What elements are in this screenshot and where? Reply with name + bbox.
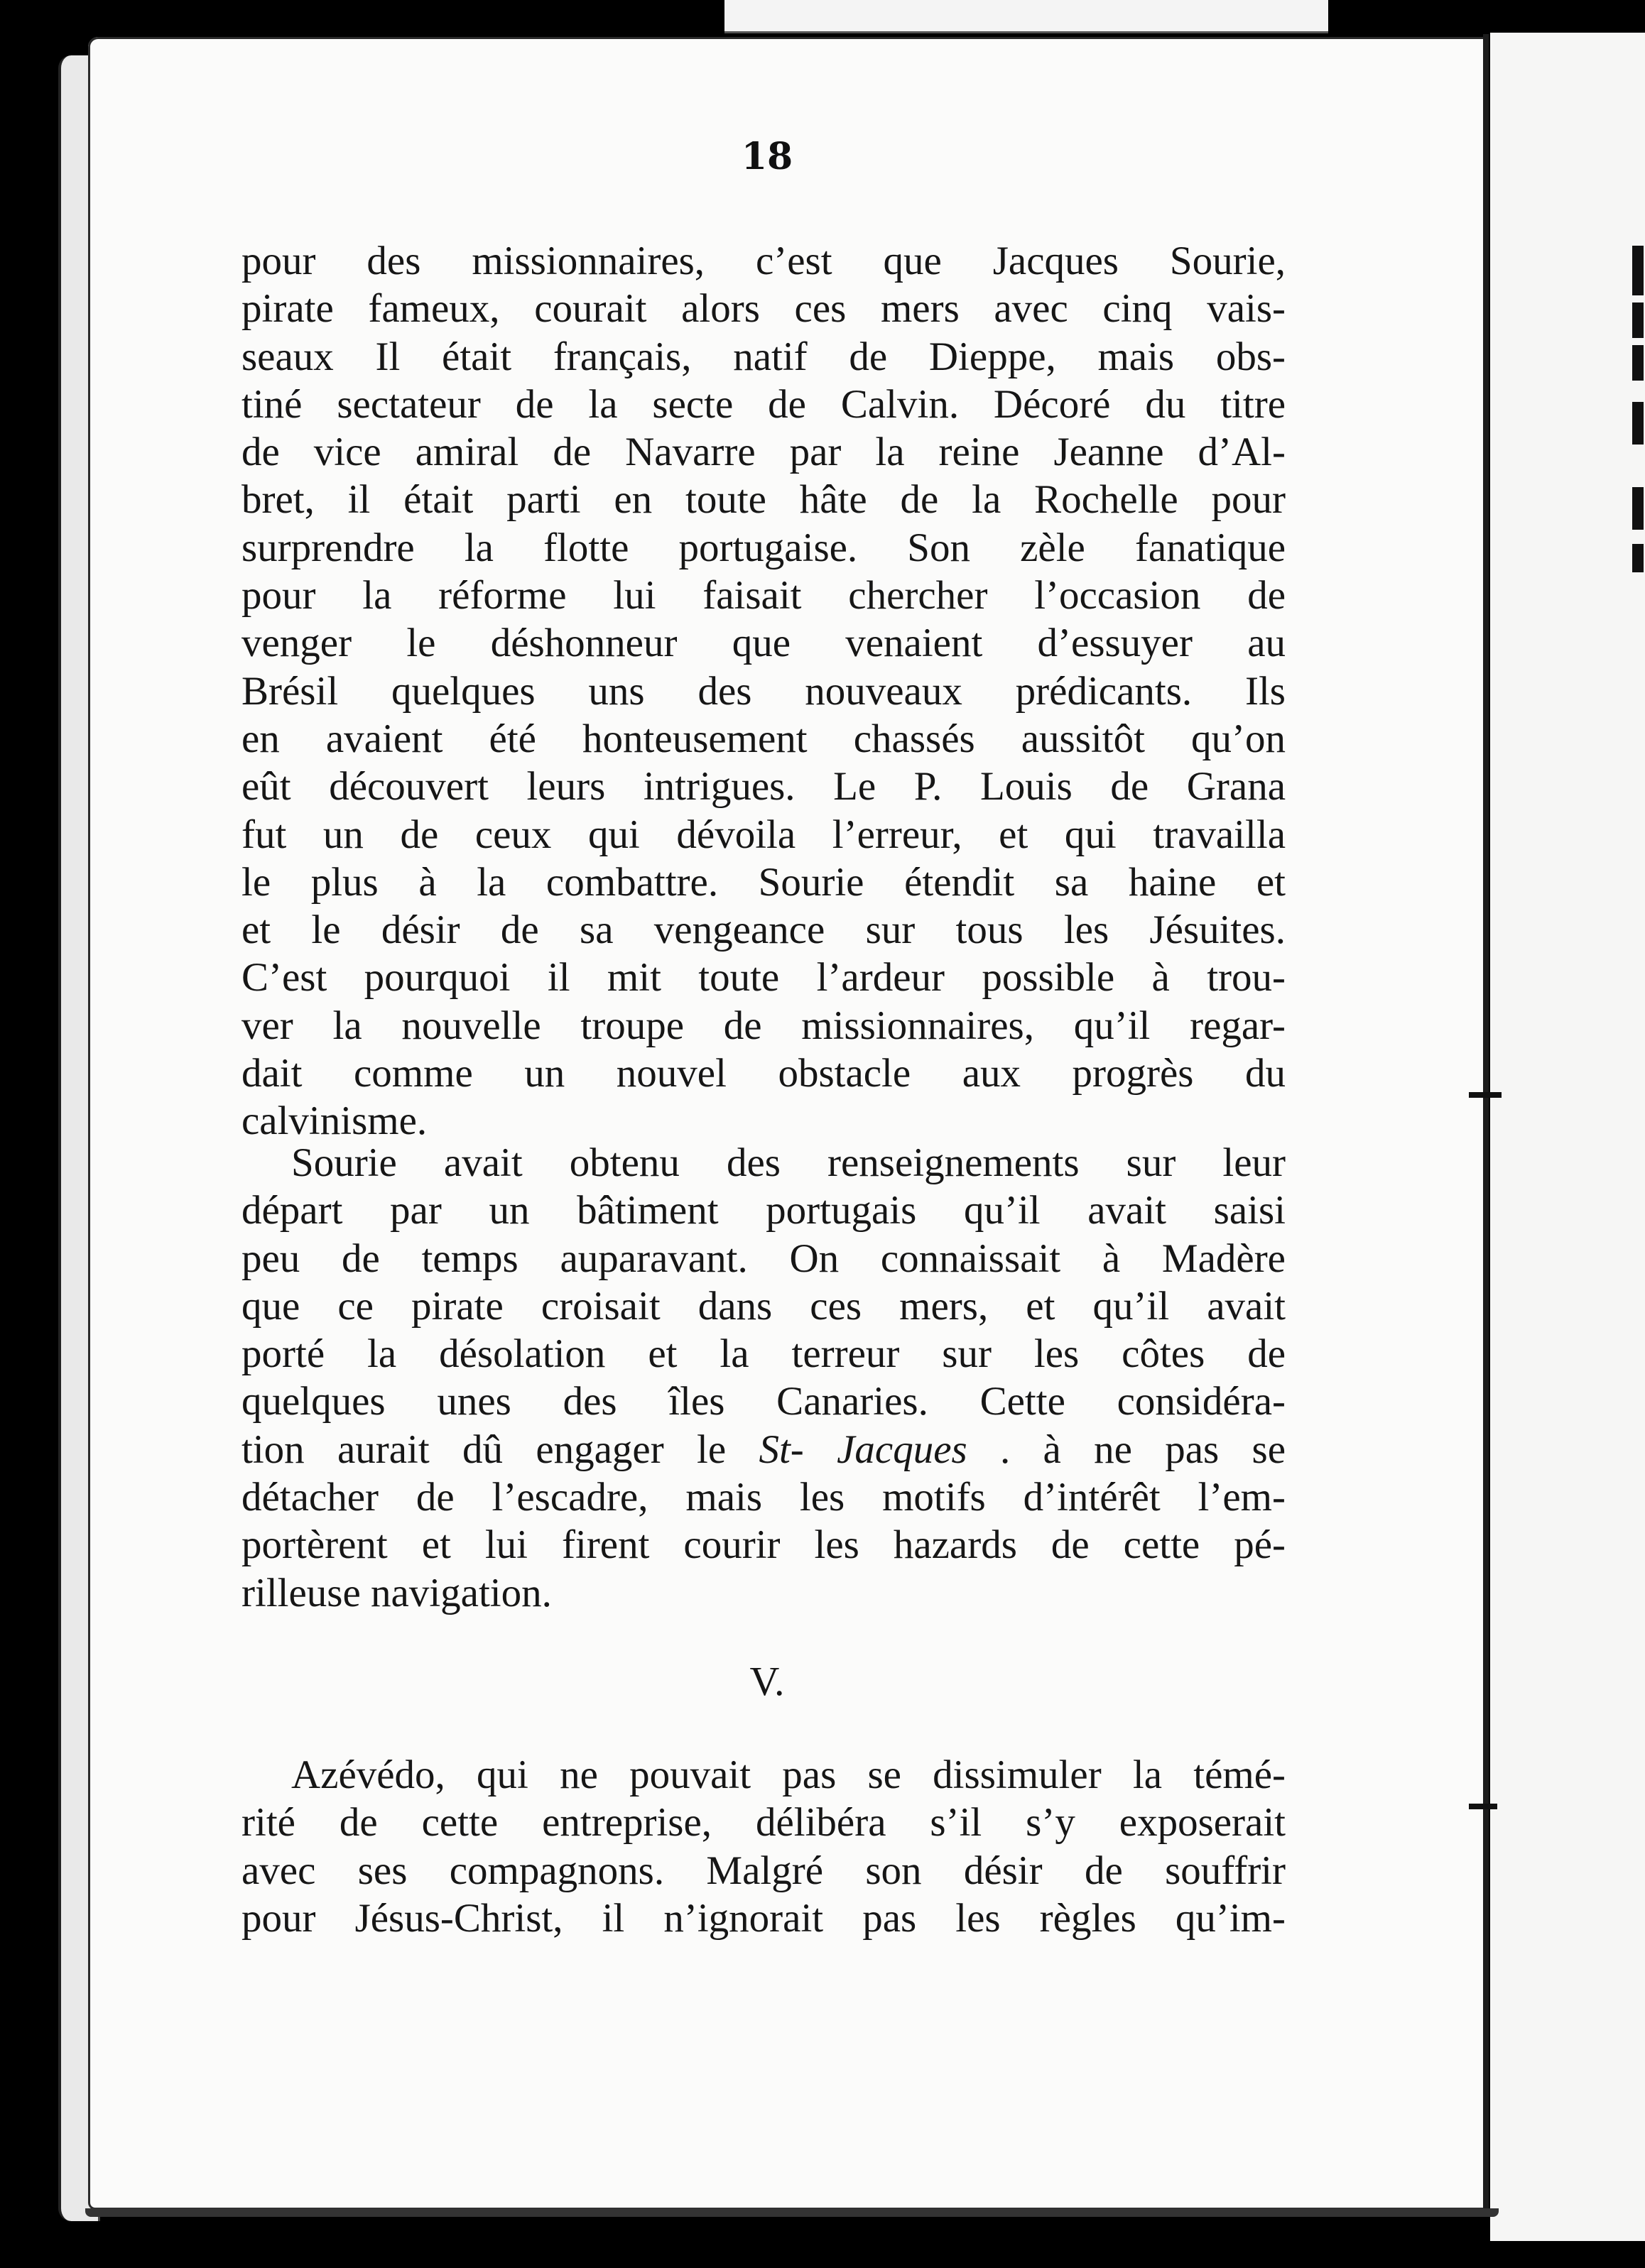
text-line: détacher de l’escadre, mais les motifs d’intérêt l’em- [241,1475,1286,1520]
facing-text-fragment [1632,544,1644,572]
text-line: rité de cette entreprise, délibéra s’il s’y exposerait [241,1800,1286,1846]
text-line: calvinisme. [241,1098,428,1144]
page-bottom-edge [85,2208,1499,2217]
binding-mark [1469,1804,1497,1809]
text-line-with-italic [241,1426,1286,1473]
paper-slip [724,0,1328,33]
text-line: Azévédo, qui ne pouvait pas se dissimuler la témé- [291,1752,1286,1797]
facing-text-fragment [1632,402,1644,445]
text-line: surprendre la flotte portugaise. Son zèle fanatique [241,525,1286,570]
text-line: en avaient été honteusement chassés aussitôt qu’on [241,716,1286,761]
text-line: quelques unes des îles Canaries. Cette considéra- [241,1379,1286,1424]
text-line: Brésil quelques uns des nouveaux prédicants. Ils [241,668,1286,714]
paragraph-2 [241,1139,1286,1617]
text-line: portèrent et lui firent courir les hazards de cette pé- [241,1522,1286,1568]
text-line: peu de temps auparavant. On connaissait à Madère [241,1236,1286,1281]
page-number: 18 [741,135,793,178]
ship-name: St- Jacques [759,1427,967,1472]
text-line: rilleuse navigation. [241,1570,552,1615]
text-line: pirate fameux, courait alors ces mers avec cinq vais- [241,286,1286,332]
text-line: C’est pourquoi il mit toute l’ardeur possible à trou- [241,955,1286,1001]
facing-text-fragment [1632,487,1644,530]
text-line: bret, il était parti en toute hâte de la Rochelle pour [241,477,1286,523]
text-line: fut un de ceux qui dévoila l’erreur, et qui travailla [241,812,1286,857]
text-line: eût découvert leurs intrigues. Le P. Louis de Grana [241,764,1286,809]
text-segment: tion aurait dû engager le [241,1427,727,1472]
text-line: ver la nouvelle troupe de missionnaires, qu’il regar- [241,1003,1286,1048]
text-line: tiné sectateur de la secte de Calvin. Décoré du titre [241,381,1286,427]
section-heading: V. [749,1658,785,1704]
facing-text-fragment [1632,345,1644,381]
text-line: et le désir de sa vengeance sur tous les Jésuites. [241,907,1286,953]
text-line: départ par un bâtiment portugais qu’il avait saisi [241,1188,1286,1233]
paragraph-1 [241,237,1286,1145]
text-line: que ce pirate croisait dans ces mers, et qu’il avait [241,1283,1286,1329]
text-segment: . à ne pas se [999,1427,1286,1472]
text-line: seaux Il était français, natif de Dieppe, mais obs- [241,334,1286,379]
gutter-line [1483,34,1489,2214]
text-line: Sourie avait obtenu des renseignements sur leur [291,1140,1286,1185]
text-line: venger le déshonneur que venaient d’essuyer au [241,621,1286,666]
text-line: pour la réforme lui faisait chercher l’occasion de [241,573,1286,618]
facing-text-fragment [1632,246,1644,295]
text-line: pour des missionnaires, c’est que Jacques Sourie, [241,239,1286,283]
text-line: dait comme un nouvel obstacle aux progrès du [241,1051,1286,1096]
binding-mark [1469,1092,1502,1098]
text-line: le plus à la combattre. Sourie étendit sa haine et [241,859,1286,905]
text-line: avec ses compagnons. Malgré son désir de souffrir [241,1848,1286,1893]
text-line: pour Jésus-Christ, il n’ignorait pas les règles qu’im- [241,1895,1286,1941]
text-line: de vice amiral de Navarre par la reine Jeanne d’Al- [241,430,1286,475]
text-line: porté la désolation et la terreur sur les côtes de [241,1331,1286,1377]
facing-page [1490,33,1645,2241]
paragraph-3 [241,1751,1286,1942]
facing-text-fragment [1632,302,1644,338]
